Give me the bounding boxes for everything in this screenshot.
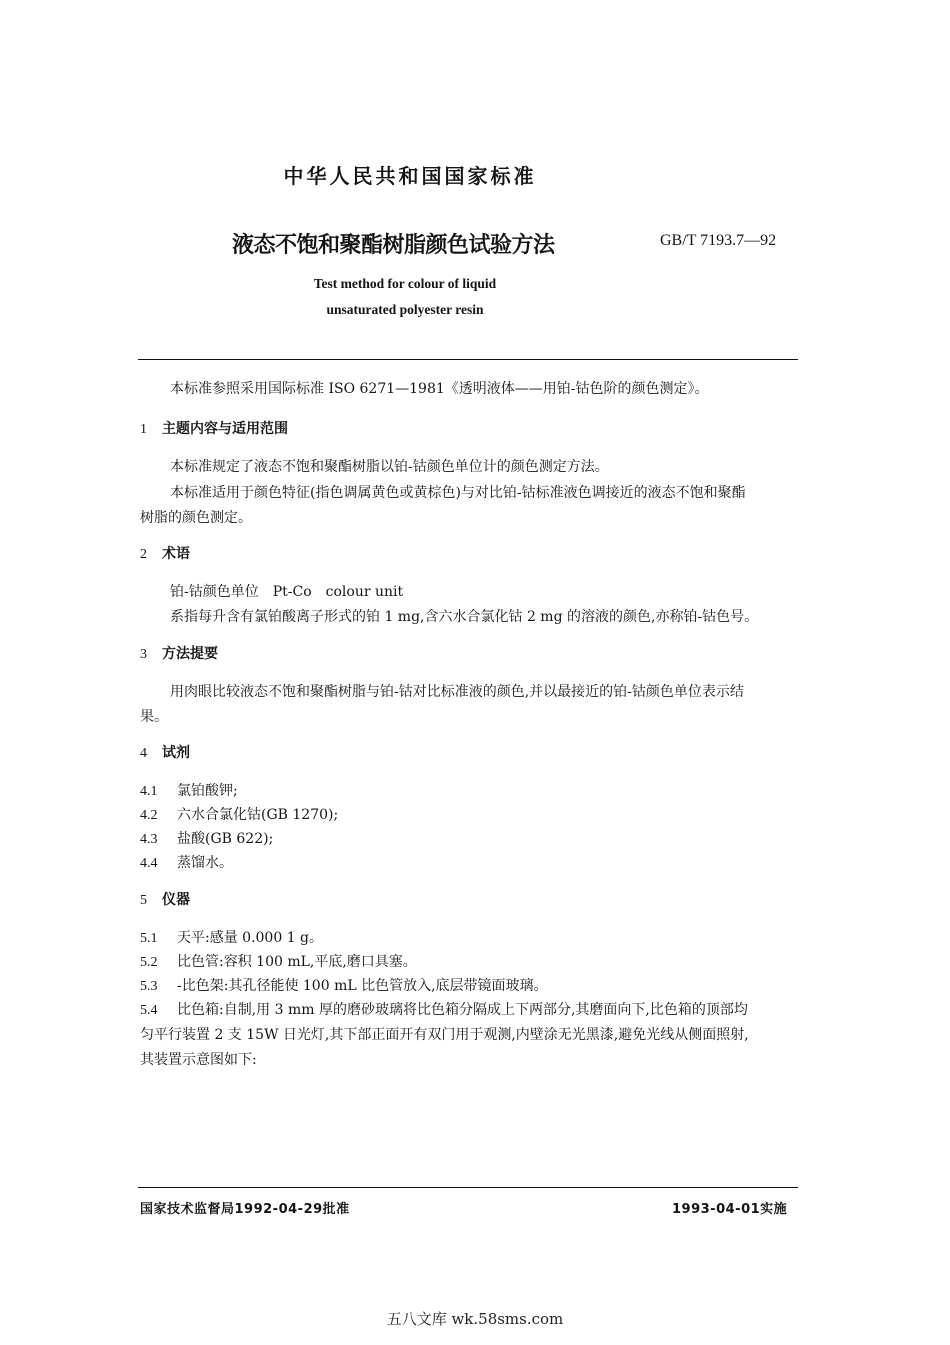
section-1-heading [140,418,288,438]
item-text: 六水合氯化钴(GB 1270); [177,807,339,823]
item-text: 蒸馏水。 [177,855,233,871]
section-number: 5 [140,893,147,908]
site-watermark: 五八文库 wk.58sms.com [386,1310,564,1328]
english-title-line-1: Test method for colour of liquid [313,276,497,291]
reagent-item [140,804,338,824]
reagent-item [140,780,238,800]
issuing-body: 中华人民共和国国家标准 [283,164,537,188]
item-number: 5.4 [140,1003,158,1018]
apparatus-continuation-line: 匀平行装置 2 支 15W 日光灯,其下部正面开有双门用于观测,内壁涂无光黑漆,避免光线从侧面照射, [140,1027,749,1043]
item-text: 比色管:容积 100 mL,平底,磨口具塞。 [177,954,417,970]
approval-date: 国家技术监督局1992-04-29批准 [140,1202,350,1217]
footer-divider [138,1187,798,1188]
item-number: 4.2 [140,808,158,823]
section-3-heading [140,643,218,663]
item-number: 5.3 [140,979,158,994]
section-1-line: 树脂的颜色测定。 [140,510,252,526]
header-divider [138,359,798,360]
section-number: 2 [140,547,147,562]
item-text: 氯铂酸钾; [177,783,238,799]
section-title: 主题内容与适用范围 [162,421,288,437]
section-4-heading [140,742,190,762]
standard-title: 液态不饱和聚酯树脂颜色试验方法 [232,233,555,258]
standard-number: GB/T 7193.7—92 [660,232,777,249]
item-text: 盐酸(GB 622); [177,831,274,847]
item-text: 比色箱:自制,用 3 mm 厚的磨砂玻璃将比色箱分隔成上下两部分,其磨面向下,比色箱的顶部均 [177,1002,748,1018]
item-number: 4.3 [140,832,158,847]
section-title: 术语 [162,546,190,562]
reagent-item [140,828,273,848]
apparatus-item [140,951,417,971]
section-title: 试剂 [162,745,190,761]
section-number: 3 [140,647,147,662]
term-definition-line: 系指每升含有氯铂酸离子形式的铂 1 mg,含六水合氯化钴 2 mg 的溶液的颜色,亦称铂-钴色号。 [170,609,759,625]
apparatus-item [140,975,548,995]
section-number: 4 [140,746,147,761]
item-number: 5.2 [140,955,158,970]
section-2-heading [140,543,190,563]
section-3-line: 用肉眼比较液态不饱和聚酯树脂与铂-钴对比标准液的颜色,并以最接近的铂-钴颜色单位表示结 [170,684,744,700]
intro-paragraph: 本标准参照采用国际标准 ISO 6271—1981《透明液体——用铂-钴色阶的颜色测定》。 [170,381,709,397]
item-text: 天平:感量 0.000 1 g。 [177,930,324,946]
section-title: 方法提要 [162,646,218,662]
apparatus-item [140,999,748,1019]
implementation-date: 1993-04-01实施 [672,1202,788,1217]
apparatus-continuation-line: 其装置示意图如下: [140,1052,257,1068]
section-title: 仪器 [162,892,190,908]
term-definition-line: 铂-钴颜色单位 Pt-Co colour unit [170,584,404,600]
item-number: 4.4 [140,856,158,871]
item-text: -比色架:其孔径能使 100 mL 比色管放入,底层带镜面玻璃。 [177,978,548,994]
apparatus-item [140,927,323,947]
reagent-item [140,852,233,872]
section-5-heading [140,889,190,909]
section-number: 1 [140,422,147,437]
item-number: 5.1 [140,931,158,946]
section-3-line: 果。 [140,709,168,725]
english-title-line-2: unsaturated polyester resin [326,302,484,317]
section-1-line: 本标准适用于颜色特征(指色调属黄色或黄棕色)与对比铂-钴标准液色调接近的液态不饱和聚酯 [170,485,746,501]
item-number: 4.1 [140,784,158,799]
section-1-line: 本标准规定了液态不饱和聚酯树脂以铂-钴颜色单位计的颜色测定方法。 [170,459,609,475]
